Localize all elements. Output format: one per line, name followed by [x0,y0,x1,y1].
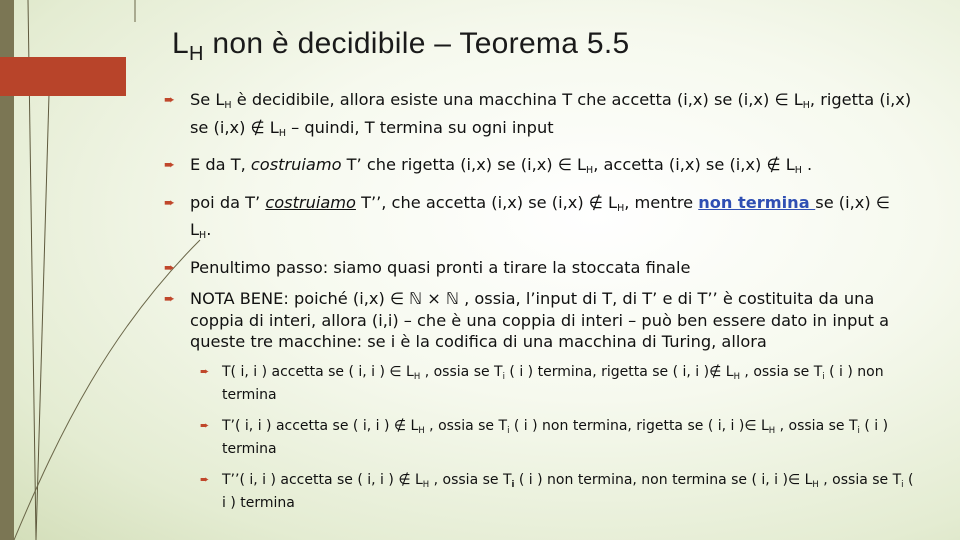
bullet-arrow-icon: ➨ [164,93,175,108]
slide-body [164,89,916,525]
bullet-arrow-icon: ➨ [164,260,175,276]
non-termina-link[interactable]: non termina [698,192,816,212]
sub-bullet-item: ➨ T( i, i ) accetta se ( i, i ) ∈ $L_H$ , ossia se $T_i$ ( i ) termina, rigetta se ( i, i )∉ $L_H$ , ossia se $T_i$ ( i ) non termina [200,363,884,403]
bullet-arrow-icon: ➨ [200,418,210,432]
bullet-arrow-icon: ➨ [164,158,175,173]
bullet-arrow-icon: ➨ [164,195,175,211]
bullet-arrow-icon: ➨ [200,472,210,486]
sub-bullet-item: ➨ T’’( i, i ) accetta se ( i, i ) ∉ $L_H$ , ossia se $T_i$ ( i ) non termina, non termina se ( i, i )∈ $L_H$ , ossia se $T_i$ ( i ) termina [200,471,914,511]
bullet-item: ➨ NOTA BENE: poiché (i,x) ∈ ℕ × ℕ , ossia, l’input di T, di T’ e di T’’ è costituita da una coppia di interi, allora (i,i) – che è una coppia di interi – può ben essere dato in input a queste tre macchine: se i è la codifica di una macchina di Turing, allora [164,289,890,351]
bullet-arrow-icon: ➨ [200,364,210,378]
bullet-item: ➨ Penultimo passo: siamo quasi pronti a tirare la stoccata finale [164,257,916,279]
accent-bar [0,57,126,96]
bullet-item: ➨ poi da T’ costruiamo T’’, che accetta (i,x) se (i,x) ∉ $L_H$, mentre non termina se (i,x) ∈ $L_H$. [164,192,890,241]
sub-bullet-item: ➨ T’( i, i ) accetta se ( i, i ) ∉ $L_H$ , ossia se $T_i$ ( i ) non termina, rigetta se ( i, i )∈ $L_H$ , ossia se $T_i$ ( i ) termina [200,417,889,457]
bullet-arrow-icon: ➨ [164,292,175,307]
bullet-item: ➨ E da T, costruiamo T’ che rigetta (i,x) se (i,x) ∈ $L_H$, accetta (i,x) se (i,x) ∉ $L_H$ . [164,155,813,176]
slide-title: $L_H$ non è decidibile – Teorema 5.5 [172,27,630,65]
bullet-item: ➨ Se $L_H$ è decidibile, allora esiste una macchina T che accetta (i,x) se (i,x) ∈ $L_H$, rigetta (i,x) se (i,x) ∉ $L_H$ – quindi, T termina su ogni input [164,90,912,139]
